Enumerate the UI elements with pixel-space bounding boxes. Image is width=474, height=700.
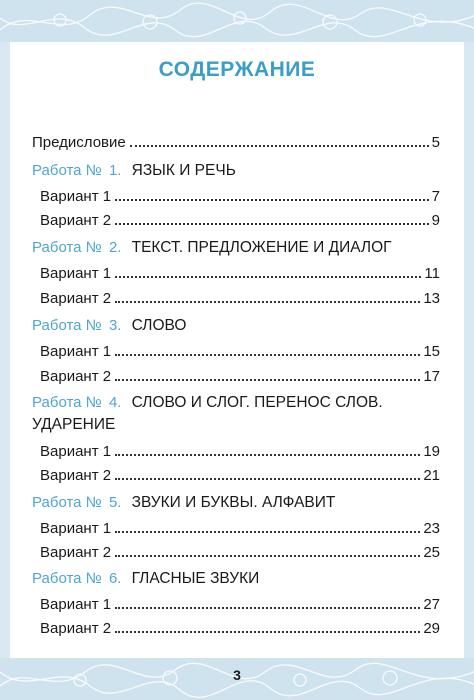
toc-page-number: 19	[423, 443, 440, 460]
toc-page-number: 7	[431, 188, 440, 205]
toc-entry-label: Предисловие	[32, 134, 126, 151]
toc-work-heading-2	[32, 239, 392, 257]
work-number: 6.	[108, 570, 122, 587]
dot-leader	[115, 630, 420, 633]
toc-entry-variant	[40, 188, 440, 205]
page-number: 3	[233, 667, 241, 683]
work-label: Работа №	[32, 239, 102, 256]
work-number: 3.	[108, 317, 122, 334]
dot-leader	[115, 353, 420, 356]
work-number: 5.	[108, 494, 122, 511]
work-title: ЗВУКИ И БУКВЫ. АЛФАВИТ	[131, 494, 336, 511]
toc-entry-variant	[40, 467, 440, 484]
variant-label: Вариант 2	[40, 368, 112, 385]
toc-work-heading-4	[32, 394, 383, 412]
ornamental-border-left	[0, 42, 10, 658]
toc-work-heading-6	[32, 570, 259, 588]
work-label: Работа №	[32, 570, 102, 587]
dot-leader	[115, 554, 420, 557]
dot-leader	[115, 530, 420, 533]
work-label: Работа №	[32, 494, 102, 511]
toc-entry-variant	[40, 265, 440, 282]
dot-leader	[115, 378, 420, 381]
toc-page-number: 25	[423, 544, 440, 561]
variant-label: Вариант 1	[40, 443, 112, 460]
toc-entry-preface	[32, 134, 440, 151]
variant-label: Вариант 2	[40, 544, 112, 561]
toc-entry-variant	[40, 212, 440, 229]
toc-entry-variant	[40, 368, 440, 385]
toc-entry-variant	[40, 544, 440, 561]
dot-leader	[115, 275, 421, 278]
work-title: ЯЗЫК И РЕЧЬ	[131, 162, 236, 179]
ornamental-border-right	[464, 42, 474, 658]
work-label: Работа №	[32, 317, 102, 334]
toc-entry-variant	[40, 620, 440, 637]
work-title: СЛОВО	[131, 317, 187, 334]
variant-label: Вариант 2	[40, 290, 112, 307]
toc-page-number: 17	[423, 368, 440, 385]
toc-page-number: 5	[431, 134, 440, 151]
toc-entry-variant	[40, 343, 440, 360]
variant-label: Вариант 2	[40, 620, 112, 637]
work-title: ГЛАСНЫЕ ЗВУКИ	[131, 570, 260, 587]
toc-entry-variant	[40, 520, 440, 537]
toc-page-number: 23	[423, 520, 440, 537]
toc-page-number: 13	[423, 290, 440, 307]
variant-label: Вариант 1	[40, 520, 112, 537]
toc-entry-variant	[40, 290, 440, 307]
toc-page-number: 11	[424, 265, 440, 282]
dot-leader	[115, 222, 429, 225]
work-title: ТЕКСТ. ПРЕДЛОЖЕНИЕ И ДИАЛОГ	[131, 239, 392, 256]
work-label: Работа №	[32, 162, 102, 179]
page-title: СОДЕРЖАНИЕ	[158, 58, 316, 81]
toc-page-number: 29	[423, 620, 440, 637]
variant-label: Вариант 1	[40, 343, 112, 360]
variant-label: Вариант 2	[40, 467, 112, 484]
toc-page-number: 15	[423, 343, 440, 360]
toc-page-number: 21	[423, 467, 440, 484]
work-title: СЛОВО И СЛОГ. ПЕРЕНОС СЛОВ.	[131, 394, 383, 411]
toc-work-heading-1	[32, 162, 236, 180]
ornamental-border-top	[0, 0, 474, 42]
dot-leader	[115, 300, 420, 303]
work-number: 1.	[108, 162, 122, 179]
toc-page-number: 9	[431, 212, 440, 229]
variant-label: Вариант 1	[40, 188, 112, 205]
variant-label: Вариант 1	[40, 265, 112, 282]
dot-leader	[115, 453, 420, 456]
dot-leader	[130, 144, 429, 147]
dot-leader	[115, 477, 420, 480]
dot-leader	[115, 198, 429, 201]
work-label: Работа №	[32, 394, 102, 411]
lace-ornament-icon	[0, 0, 474, 42]
dot-leader	[115, 606, 420, 609]
work-number: 2.	[108, 239, 122, 256]
toc-work-heading-5	[32, 494, 335, 512]
variant-label: Вариант 1	[40, 596, 112, 613]
toc-page-number: 27	[423, 596, 440, 613]
toc-entry-variant	[40, 443, 440, 460]
variant-label: Вариант 2	[40, 212, 112, 229]
toc-work-heading-3	[32, 317, 186, 335]
work-number: 4.	[108, 394, 122, 411]
toc-entry-variant	[40, 596, 440, 613]
work-title-continuation: УДАРЕНИЕ	[32, 416, 116, 433]
